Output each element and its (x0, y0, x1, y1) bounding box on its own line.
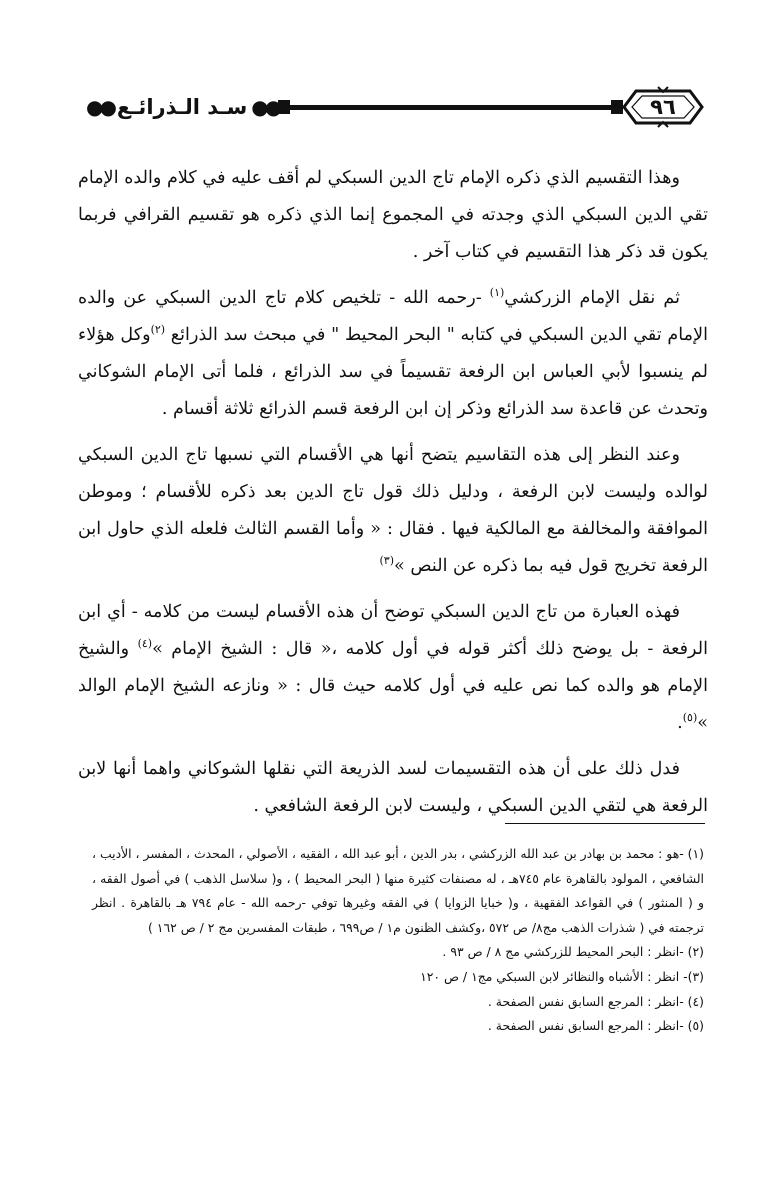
footnote-3: (٣)- انظر : الأشباه والنظائر لابن السبكي مج١ / ص ١٢٠ (420, 968, 704, 984)
text-run: فدل ذلك على أن هذه التقسيمات لسد الذريعة التي نقلها الشوكاني واهما أنها لابن الرفعة هي لتقي الدين السبكي ، وليست لابن الرفعة الشافعي . (78, 759, 708, 816)
footnote-4: (٤) -انظر : المرجع السابق نفس الصفحة . (487, 993, 704, 1009)
text-run: -رحمه الله - تلخيص كلام تاج الدين السبكي عن والده الإمام تقي الدين السبكي في كتابه " البحر المحيط " في مبحث سد الذرائع (78, 288, 708, 345)
footnote-ref[interactable]: (٣) (379, 554, 394, 568)
text-run: ثم نقل الإمام الزركشي (504, 288, 680, 308)
text-run: والشيخ الإمام هو والده كما نص عليه في أول كلامه حيث قال : « ونازعه الشيخ الإمام الوالد » (78, 639, 708, 733)
page-header (82, 85, 707, 129)
footnote-ref[interactable]: (٤) (137, 637, 153, 651)
page-number-frame (622, 85, 704, 129)
text-run: وهذا التقسيم الذي ذكره الإمام تاج الدين السبكي لم أقف عليه في كلام والده الإمام تقي الدين السبكي الذي وجدته في المجموع إنما الذي ذكره هو تقسيم القرافي فربما يكون قد ذكر هذا التقسيم في كتاب آخر . (78, 168, 708, 262)
running-title (82, 85, 282, 129)
text-run: وكل هؤلاء لم ينسبوا لأبي العباس ابن الرفعة تقسيماً في سد الذرائع ، فلما أتى الإمام الشوكاني وتحدث عن قاعدة سد الذرائع وذكر إن ابن الرفعة قسم الذرائع ثلاثة أقسام . (78, 325, 708, 419)
footnote-2: (٢) -انظر : البحر المحيط للزركشي مج ٨ / ص ٩٣ . (442, 944, 704, 960)
footnote-5: (٥) -انظر : المرجع السابق نفس الصفحة . (487, 1018, 704, 1034)
footnote-separator (505, 823, 705, 824)
text-run: . (677, 713, 683, 733)
footnote-ref[interactable]: (٢) (150, 323, 166, 337)
paragraph (78, 160, 708, 271)
footnotes (92, 842, 704, 1039)
page-number: ٩٦ (650, 95, 676, 119)
main-text (78, 160, 708, 825)
running-title-text: سـد الـذرائـع (116, 95, 248, 119)
paragraph (78, 280, 708, 428)
paragraph (78, 751, 708, 825)
paragraph (78, 437, 708, 585)
text-run: فهذه العبارة من تاج الدين السبكي توضح أن هذه الأقسام ليست من كلامه - أي ابن الرفعة - بل يوضح ذلك أكثر قوله في أول كلامه ،« قال : الشيخ الإمام » (78, 602, 708, 659)
ornament-dots: ●● (251, 95, 279, 119)
footnote-1: (١) -هو : محمد بن بهادر بن عبد الله الزركشي ، بدر الدين ، أبو عبد الله ، الفقيه ، الأصولي ، المحدث ، المفسر ، الأديب ، الشافعي ، المولود بالقاهرة عام ٧٤٥هـ ، له مصنفات كثيرة منها ( البحر المحيط ) ، و( سلاسل الذهب ) في أصول الفقه ، و ( المنثور ) في القواعد الفقهية ، و( خبايا الزوايا ) في الفقه وغيرها توفي -رحمه الله - عام ٧٩٤ هـ بالقاهرة . انظر ترجمته في ( شذرات الذهب مج٨/ ص ٥٧٢ ،وكشف الظنون م١ / ص٦٩٩ ، طبقات المفسرين مج ٢ / ص ١٦٢ ) (92, 846, 705, 935)
footnote-ref[interactable]: (٥) (682, 711, 698, 725)
header-rule (287, 105, 619, 110)
footnote-ref[interactable]: (١) (489, 286, 505, 300)
text-run: وعند النظر إلى هذه التقاسيم يتضح أنها هي الأقسام التي نسبها تاج الدين السبكي لوالده وليست لابن الرفعة ، ودليل ذلك قول تاج الدين بعد ذكره للأقسام ؛ وموطن الموافقة والمخالفة مع المالكية فيها . فقال : « وأما القسم الثالث فلعله الذي حاول ابن الرفعة تخريج قول فيه بما ذكره عن النص » (78, 445, 708, 576)
paragraph (78, 594, 708, 742)
ornament-dots: ●● (86, 95, 113, 119)
